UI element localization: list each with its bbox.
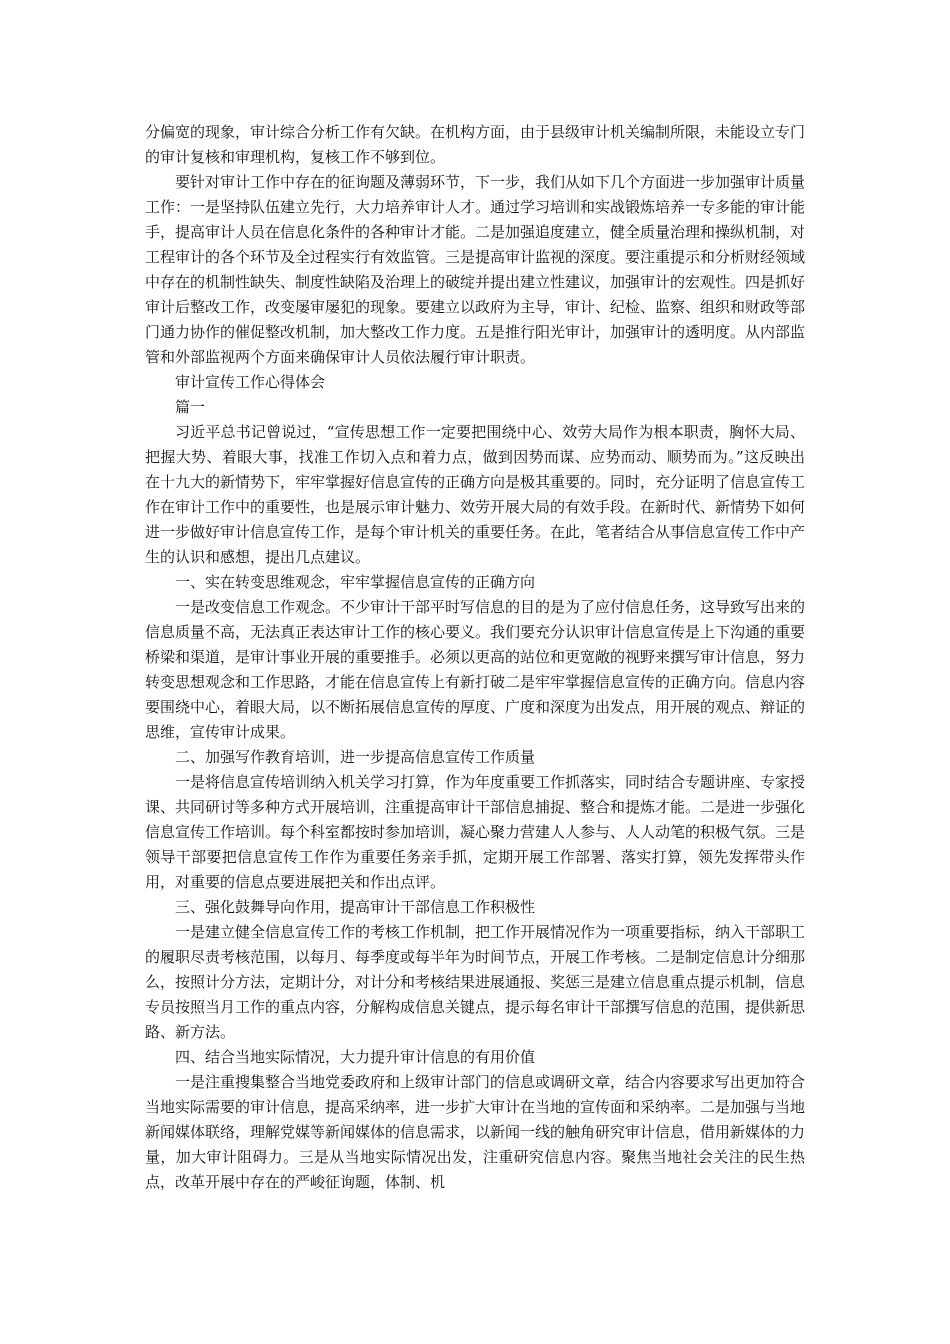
- paragraph: 一是注重搜集整合当地党委政府和上级审计部门的信息或调研文章，结合内容要求写出更加符合当地实际需要的审计信息，提高采纳率，进一步扩大审计在当地的宣传面和采纳率。二是加强与当地新闻媒体联络，理解党媒等新闻媒体的信息需求，以新闻一线的触角研究审计信息，借用新媒体的力量，加大审计阻碍力。三是从当地实际情况出发，注重研究信息内容。聚焦当地社会关注的民生热点，改革开展中存在的严峻征询题，体制、机: [145, 1073, 806, 1191]
- section-heading: 三、强化鼓舞导向作用，提高审计干部信息工作积极性: [175, 898, 536, 916]
- document-body: [145, 120, 805, 1195]
- paragraph: 分偏宽的现象，审计综合分析工作有欠缺。在机构方面，由于县级审计机关编制所限，未能设立专门的审计复核和审理机构，复核工作不够到位。: [145, 123, 806, 166]
- paragraph: 一是建立健全信息宣传工作的考核工作机制，把工作开展情况作为一项重要指标，纳入干部职工的履职尽责考核范围，以每月、每季度或每半年为时间节点，开展工作考核。二是制定信息计分细那么，按照计分方法，定期计分，对计分和考核结果进展通报、奖惩三是建立信息重点提示机制，信息专员按照当月工作的重点内容，分解构成信息关键点，提示每名审计干部撰写信息的范围，提供新思路、新方法。: [145, 923, 806, 1041]
- section-heading: 四、结合当地实际情况，大力提升审计信息的有用价值: [175, 1048, 536, 1066]
- section-subtitle: 篇一: [175, 398, 206, 416]
- paragraph: 一是将信息宣传培训纳入机关学习打算，作为年度重要工作抓落实，同时结合专题讲座、专家授课、共同研讨等多种方式开展培训，注重提高审计干部信息捕捉、整合和提炼才能。二是进一步强化信息宣传工作培训。每个科室都按时参加培训，凝心聚力营建人人参与、人人动笔的积极气氛。三是领导干部要把信息宣传工作作为重要任务亲手抓，定期开展工作部署、落实打算，领先发挥带头作用，对重要的信息点要进展把关和作出点评。: [145, 773, 806, 891]
- section-title: 审计宣传工作心得体会: [175, 373, 326, 391]
- paragraph: 要针对审计工作中存在的征询题及薄弱环节，下一步，我们从如下几个方面进一步加强审计质量工作：一是坚持队伍建立先行，大力培养审计人才。通过学习培训和实战锻炼培养一专多能的审计能手，提高审计人员在信息化条件的各种审计才能。二是加强追度建立，健全质量治理和操纵机制，对工程审计的各个环节及全过程实行有效监管。三是提高审计监视的深度。要注重提示和分析财经领域中存在的机制性缺失、制度性缺陷及治理上的破绽并提出建立性建议，加强审计的宏观性。四是抓好审计后整改工作，改变屡审屡犯的现象。要建立以政府为主导，审计、纪检、监察、组织和财政等部门通力协作的催促整改机制，加大整改工作力度。五是推行阳光审计，加强审计的透明度。从内部监管和外部监视两个方面来确保审计人员依法履行审计职责。: [145, 173, 806, 366]
- section-heading: 二、加强写作教育培训，进一步提高信息宣传工作质量: [175, 748, 536, 766]
- paragraph: 一是改变信息工作观念。不少审计干部平时写信息的目的是为了应付信息任务，这导致写出来的信息质量不高，无法真正表达审计工作的核心要义。我们要充分认识审计信息宣传是上下沟通的重要桥梁和渠道，是审计事业开展的重要推手。必须以更高的站位和更宽敞的视野来撰写审计信息，努力转变思想观念和工作思路，才能在信息宣传上有新打破二是牢牢掌握信息宣传的正确方向。信息内容要围绕中心，着眼大局，以不断拓展信息宣传的厚度、广度和深度为出发点，用开展的观点、辩证的思维，宣传审计成果。: [145, 598, 806, 741]
- paragraph: 习近平总书记曾说过，“宣传思想工作一定要把围绕中心、效劳大局作为根本职责，胸怀大局、把握大势、着眼大事，找准工作切入点和着力点，做到因势而谋、应势而动、顺势而为。”这反映出在十九大的新情势下，牢牢掌握好信息宣传的正确方向是极其重要的。同时，充分证明了信息宣传工作在审计工作中的重要性，也是展示审计魅力、效劳开展大局的有效手段。在新时代、新情势下如何进一步做好审计信息宣传工作，是每个审计机关的重要任务。在此，笔者结合从事信息宣传工作中产生的认识和感想，提出几点建议。: [145, 423, 806, 566]
- section-heading: 一、实在转变思维观念，牢牢掌握信息宣传的正确方向: [175, 573, 536, 591]
